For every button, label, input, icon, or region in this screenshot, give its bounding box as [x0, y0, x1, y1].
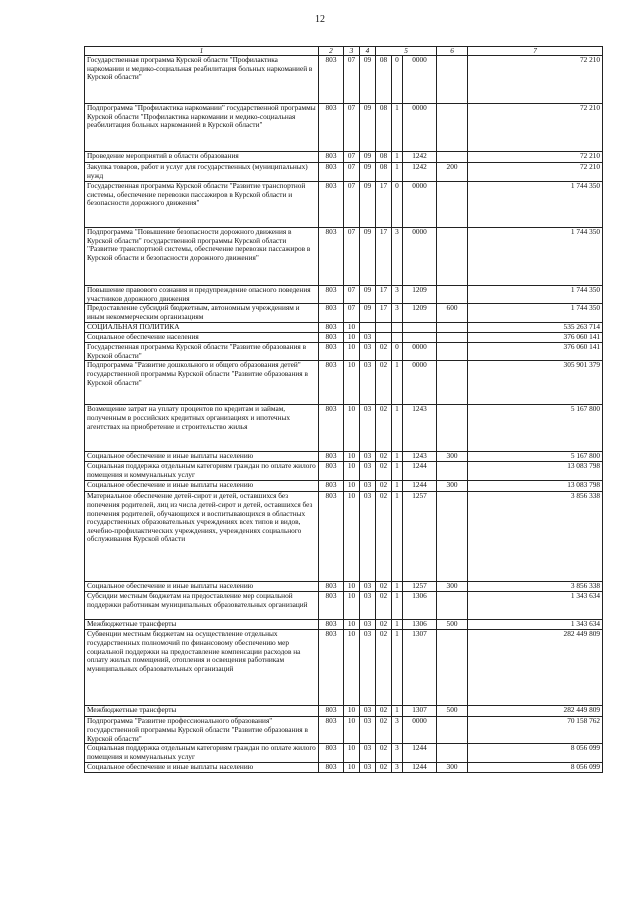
- cell-subprogram: 1: [392, 630, 403, 706]
- cell-subprogram: 1: [392, 152, 403, 163]
- cell-name: Материальное обеспечение детей-сирот и детей, оставшихся без попечения родителей, лиц из числа детей-сирот и детей, оставшихся без попечения родителей, обучающихся и воспитывающихся в областных государственных образовательных учреждениях всех типов и видов, лечебно-профилактических учреждениях, учреждениях социального обслуживания Курской области: [85, 492, 319, 582]
- cell-code: 803: [319, 56, 344, 104]
- cell-section: 07: [344, 182, 360, 228]
- cell-code: 803: [319, 286, 344, 304]
- cell-subprogram: [392, 323, 403, 333]
- cell-section: 10: [344, 343, 360, 361]
- cell-code: 803: [319, 152, 344, 163]
- cell-name: Субсидии местным бюджетам на предоставление мер социальной поддержки работникам муниципальных образовательных организаций: [85, 592, 319, 620]
- cell-expense-type: [437, 405, 468, 452]
- cell-direction: 1257: [403, 492, 437, 582]
- cell-subsection: 09: [360, 228, 376, 286]
- cell-expense-type: 300: [437, 452, 468, 462]
- cell-expense-type: 300: [437, 763, 468, 773]
- column-header: 7: [468, 47, 603, 56]
- cell-direction: 1307: [403, 706, 437, 717]
- cell-section: 10: [344, 452, 360, 462]
- cell-program: 02: [376, 620, 392, 630]
- cell-subprogram: 1: [392, 492, 403, 582]
- column-header: 1: [85, 47, 319, 56]
- cell-amount: 72 210: [468, 104, 603, 152]
- cell-code: 803: [319, 582, 344, 592]
- cell-subsection: 03: [360, 333, 376, 343]
- cell-program: 02: [376, 343, 392, 361]
- cell-direction: 1244: [403, 763, 437, 773]
- cell-amount: 72 210: [468, 56, 603, 104]
- cell-code: 803: [319, 462, 344, 481]
- cell-program: 02: [376, 481, 392, 492]
- cell-direction: 0000: [403, 361, 437, 405]
- cell-section: 10: [344, 333, 360, 343]
- cell-subprogram: 3: [392, 228, 403, 286]
- cell-program: 08: [376, 163, 392, 182]
- cell-subsection: 03: [360, 452, 376, 462]
- cell-program: 08: [376, 152, 392, 163]
- table-row: [85, 405, 603, 452]
- budget-table: [84, 46, 603, 773]
- cell-subprogram: 1: [392, 481, 403, 492]
- cell-section: 10: [344, 620, 360, 630]
- table-row: [85, 323, 603, 333]
- cell-code: 803: [319, 405, 344, 452]
- cell-direction: 1257: [403, 582, 437, 592]
- cell-amount: 70 158 762: [468, 717, 603, 744]
- cell-section: 10: [344, 462, 360, 481]
- cell-program: 08: [376, 56, 392, 104]
- cell-section: 10: [344, 706, 360, 717]
- cell-subprogram: 3: [392, 744, 403, 763]
- cell-subsection: 09: [360, 152, 376, 163]
- cell-subsection: 03: [360, 481, 376, 492]
- cell-expense-type: [437, 343, 468, 361]
- cell-subsection: 03: [360, 763, 376, 773]
- cell-section: 07: [344, 152, 360, 163]
- cell-code: 803: [319, 228, 344, 286]
- cell-expense-type: [437, 182, 468, 228]
- cell-program: 02: [376, 717, 392, 744]
- cell-amount: 5 167 800: [468, 405, 603, 452]
- cell-section: 07: [344, 56, 360, 104]
- cell-subsection: 03: [360, 706, 376, 717]
- cell-code: 803: [319, 452, 344, 462]
- cell-subprogram: 1: [392, 405, 403, 452]
- cell-amount: 282 449 809: [468, 630, 603, 706]
- cell-name: Социальное обеспечение и иные выплаты населению: [85, 452, 319, 462]
- cell-section: 10: [344, 744, 360, 763]
- cell-expense-type: [437, 56, 468, 104]
- cell-section: 07: [344, 304, 360, 323]
- cell-subsection: 09: [360, 56, 376, 104]
- cell-subsection: 09: [360, 104, 376, 152]
- cell-name: Государственная программа Курской области "Профилактика наркомании и медико-социальная реабилитация больных наркоманией в Курской области": [85, 56, 319, 104]
- cell-name: Государственная программа Курской области "Развитие транспортной системы, обеспечение перевозки пассажиров в Курской области и безопасности дорожного движения": [85, 182, 319, 228]
- cell-subprogram: 1: [392, 163, 403, 182]
- cell-amount: 8 056 099: [468, 744, 603, 763]
- cell-subprogram: 0: [392, 182, 403, 228]
- cell-code: 803: [319, 361, 344, 405]
- cell-subsection: 03: [360, 361, 376, 405]
- cell-expense-type: [437, 286, 468, 304]
- cell-program: 02: [376, 706, 392, 717]
- cell-amount: 5 167 800: [468, 452, 603, 462]
- cell-program: 02: [376, 452, 392, 462]
- table-row: [85, 104, 603, 152]
- cell-code: 803: [319, 304, 344, 323]
- cell-subprogram: 0: [392, 56, 403, 104]
- cell-direction: 0000: [403, 104, 437, 152]
- cell-program: 02: [376, 763, 392, 773]
- cell-program: 02: [376, 744, 392, 763]
- cell-direction: 0000: [403, 343, 437, 361]
- cell-name: Межбюджетные трансферты: [85, 706, 319, 717]
- table-row: [85, 630, 603, 706]
- cell-code: 803: [319, 706, 344, 717]
- cell-name: Предоставление субсидий бюджетным, автономным учреждениям и иным некоммерческим организациям: [85, 304, 319, 323]
- table-row: [85, 717, 603, 744]
- cell-subprogram: 3: [392, 304, 403, 323]
- cell-name: Подпрограмма "Развитие профессионального образования" государственной программы Курской области "Развитие образования в Курской области": [85, 717, 319, 744]
- cell-expense-type: [437, 717, 468, 744]
- cell-expense-type: 500: [437, 620, 468, 630]
- cell-amount: 535 263 714: [468, 323, 603, 333]
- cell-code: 803: [319, 620, 344, 630]
- table-row: [85, 582, 603, 592]
- column-header: 3: [344, 47, 360, 56]
- cell-subsection: 09: [360, 163, 376, 182]
- cell-subprogram: 3: [392, 763, 403, 773]
- cell-amount: 8 056 099: [468, 763, 603, 773]
- cell-code: 803: [319, 744, 344, 763]
- cell-expense-type: 200: [437, 163, 468, 182]
- cell-subprogram: 1: [392, 462, 403, 481]
- table-row: [85, 763, 603, 773]
- cell-name: Подпрограмма "Развитие дошкольного и общего образования детей" государственной программы Курской области "Развитие образования в Курской области": [85, 361, 319, 405]
- cell-name: Социальное обеспечение и иные выплаты населению: [85, 763, 319, 773]
- column-header: 6: [437, 47, 468, 56]
- cell-amount: 1 744 350: [468, 286, 603, 304]
- cell-section: 07: [344, 163, 360, 182]
- table-row: [85, 620, 603, 630]
- cell-section: 10: [344, 405, 360, 452]
- table-row: [85, 163, 603, 182]
- cell-amount: 305 901 379: [468, 361, 603, 405]
- cell-name: Подпрограмма "Профилактика наркомании" государственной программы Курской области "Профилактика наркомании и медико-социальная реабилитация больных наркоманией в Курской области": [85, 104, 319, 152]
- cell-subsection: 03: [360, 462, 376, 481]
- table-row: [85, 182, 603, 228]
- cell-expense-type: [437, 630, 468, 706]
- cell-name: Социальное обеспечение и иные выплаты населению: [85, 481, 319, 492]
- cell-subsection: 09: [360, 182, 376, 228]
- cell-section: 10: [344, 481, 360, 492]
- cell-section: 10: [344, 492, 360, 582]
- cell-section: 10: [344, 592, 360, 620]
- cell-section: 10: [344, 630, 360, 706]
- table-row: [85, 152, 603, 163]
- cell-code: 803: [319, 481, 344, 492]
- cell-name: Социальная поддержка отдельным категориям граждан по оплате жилого помещения и коммунальных услуг: [85, 744, 319, 763]
- page-number: 12: [315, 14, 325, 25]
- cell-direction: 0000: [403, 182, 437, 228]
- cell-expense-type: [437, 361, 468, 405]
- cell-code: 803: [319, 717, 344, 744]
- cell-name: Субвенции местным бюджетам на осуществление отдельных государственных полномочий по финансовому обеспечению мер социальной поддержки на предоставление компенсации расходов на оплату жилых помещений, отопления и освещения работникам муниципальных образовательных организаций: [85, 630, 319, 706]
- cell-amount: 13 083 798: [468, 462, 603, 481]
- table-row: [85, 333, 603, 343]
- table-row: [85, 452, 603, 462]
- cell-amount: 13 083 798: [468, 481, 603, 492]
- header-row: [85, 47, 603, 56]
- cell-subsection: 03: [360, 630, 376, 706]
- cell-name: Социальная поддержка отдельным категориям граждан по оплате жилого помещения и коммунальных услуг: [85, 462, 319, 481]
- cell-direction: 1244: [403, 481, 437, 492]
- cell-expense-type: [437, 592, 468, 620]
- cell-program: [376, 333, 392, 343]
- cell-direction: 1244: [403, 744, 437, 763]
- cell-code: 803: [319, 592, 344, 620]
- cell-section: 10: [344, 717, 360, 744]
- cell-program: 02: [376, 361, 392, 405]
- cell-expense-type: [437, 323, 468, 333]
- cell-direction: 1244: [403, 462, 437, 481]
- cell-code: 803: [319, 163, 344, 182]
- cell-subprogram: 1: [392, 620, 403, 630]
- cell-program: 17: [376, 286, 392, 304]
- cell-name: Повышение правового сознания и предупреждение опасного поведения участников дорожного движения: [85, 286, 319, 304]
- cell-direction: 0000: [403, 717, 437, 744]
- cell-program: 02: [376, 582, 392, 592]
- cell-amount: 1 343 634: [468, 592, 603, 620]
- cell-program: 17: [376, 182, 392, 228]
- cell-section: 07: [344, 104, 360, 152]
- cell-expense-type: [437, 333, 468, 343]
- cell-direction: 1242: [403, 163, 437, 182]
- cell-direction: [403, 333, 437, 343]
- table-row: [85, 462, 603, 481]
- column-header: 4: [360, 47, 376, 56]
- cell-subsection: 03: [360, 592, 376, 620]
- cell-amount: 376 060 141: [468, 343, 603, 361]
- table-row: [85, 592, 603, 620]
- cell-subprogram: 0: [392, 343, 403, 361]
- cell-program: 02: [376, 405, 392, 452]
- cell-subprogram: 1: [392, 361, 403, 405]
- cell-expense-type: [437, 744, 468, 763]
- table-row: [85, 706, 603, 717]
- cell-expense-type: 600: [437, 304, 468, 323]
- cell-name: Государственная программа Курской области "Развитие образования в Курской области": [85, 343, 319, 361]
- cell-subsection: [360, 323, 376, 333]
- table-row: [85, 228, 603, 286]
- cell-subsection: 03: [360, 717, 376, 744]
- cell-expense-type: [437, 152, 468, 163]
- cell-code: 803: [319, 630, 344, 706]
- column-header: 5: [376, 47, 437, 56]
- cell-code: 803: [319, 104, 344, 152]
- cell-code: 803: [319, 323, 344, 333]
- cell-direction: 1243: [403, 405, 437, 452]
- cell-name: Социальное обеспечение населения: [85, 333, 319, 343]
- cell-subsection: 09: [360, 304, 376, 323]
- cell-amount: 72 210: [468, 152, 603, 163]
- cell-subprogram: 1: [392, 104, 403, 152]
- cell-amount: 3 856 338: [468, 582, 603, 592]
- cell-program: 02: [376, 492, 392, 582]
- cell-expense-type: 300: [437, 582, 468, 592]
- cell-amount: 1 744 350: [468, 228, 603, 286]
- cell-name: Межбюджетные трансферты: [85, 620, 319, 630]
- table-row: [85, 286, 603, 304]
- table-row: [85, 56, 603, 104]
- cell-program: [376, 323, 392, 333]
- cell-direction: 1209: [403, 286, 437, 304]
- cell-name: Социальное обеспечение и иные выплаты населению: [85, 582, 319, 592]
- cell-direction: 1242: [403, 152, 437, 163]
- cell-subsection: 03: [360, 343, 376, 361]
- cell-expense-type: 500: [437, 706, 468, 717]
- cell-expense-type: [437, 104, 468, 152]
- table-row: [85, 481, 603, 492]
- cell-expense-type: 300: [437, 481, 468, 492]
- cell-subsection: 03: [360, 620, 376, 630]
- cell-subprogram: [392, 333, 403, 343]
- cell-amount: 72 210: [468, 163, 603, 182]
- cell-amount: 3 856 338: [468, 492, 603, 582]
- cell-code: 803: [319, 343, 344, 361]
- cell-program: 08: [376, 104, 392, 152]
- cell-section: 07: [344, 228, 360, 286]
- table-row: [85, 343, 603, 361]
- cell-code: 803: [319, 492, 344, 582]
- cell-subprogram: 1: [392, 592, 403, 620]
- cell-section: 10: [344, 323, 360, 333]
- cell-subsection: 09: [360, 286, 376, 304]
- cell-code: 803: [319, 182, 344, 228]
- cell-direction: 1307: [403, 630, 437, 706]
- cell-program: 02: [376, 630, 392, 706]
- cell-direction: 0000: [403, 56, 437, 104]
- cell-section: 07: [344, 286, 360, 304]
- cell-subsection: 03: [360, 582, 376, 592]
- cell-expense-type: [437, 462, 468, 481]
- cell-subprogram: 3: [392, 717, 403, 744]
- cell-amount: 376 060 141: [468, 333, 603, 343]
- cell-subprogram: 1: [392, 582, 403, 592]
- cell-subsection: 03: [360, 744, 376, 763]
- cell-expense-type: [437, 492, 468, 582]
- cell-code: 803: [319, 333, 344, 343]
- cell-amount: 1 744 350: [468, 304, 603, 323]
- cell-section: 10: [344, 582, 360, 592]
- cell-subprogram: 1: [392, 706, 403, 717]
- cell-program: 17: [376, 304, 392, 323]
- cell-subsection: 03: [360, 405, 376, 452]
- cell-name: Подпрограмма "Повышение безопасности дорожного движения в Курской области" государственной программы Курской области "Развитие транспортной системы, обеспечение перевозки пассажиров в Курской области и безопасности дорожного движения": [85, 228, 319, 286]
- table-row: [85, 361, 603, 405]
- cell-direction: 1306: [403, 620, 437, 630]
- cell-subsection: 03: [360, 492, 376, 582]
- cell-subprogram: 3: [392, 286, 403, 304]
- cell-expense-type: [437, 228, 468, 286]
- cell-amount: 1 744 350: [468, 182, 603, 228]
- cell-program: 17: [376, 228, 392, 286]
- cell-direction: 1306: [403, 592, 437, 620]
- table-row: [85, 304, 603, 323]
- cell-amount: 1 343 634: [468, 620, 603, 630]
- cell-code: 803: [319, 763, 344, 773]
- cell-section: 10: [344, 763, 360, 773]
- cell-amount: 282 449 809: [468, 706, 603, 717]
- cell-section: 10: [344, 361, 360, 405]
- cell-direction: 1243: [403, 452, 437, 462]
- cell-subprogram: 1: [392, 452, 403, 462]
- cell-name: Проведение мероприятий в области образования: [85, 152, 319, 163]
- cell-direction: 0000: [403, 228, 437, 286]
- cell-program: 02: [376, 462, 392, 481]
- cell-name: Возмещение затрат на уплату процентов по кредитам и займам, полученным в российских кредитных организациях и ипотечных агентствах на приобретение и строительство жилья: [85, 405, 319, 452]
- cell-name: Закупка товаров, работ и услуг для государственных (муниципальных) нужд: [85, 163, 319, 182]
- cell-name: СОЦИАЛЬНАЯ ПОЛИТИКА: [85, 323, 319, 333]
- table-row: [85, 744, 603, 763]
- column-header: 2: [319, 47, 344, 56]
- table-row: [85, 492, 603, 582]
- cell-program: 02: [376, 592, 392, 620]
- cell-direction: [403, 323, 437, 333]
- cell-direction: 1209: [403, 304, 437, 323]
